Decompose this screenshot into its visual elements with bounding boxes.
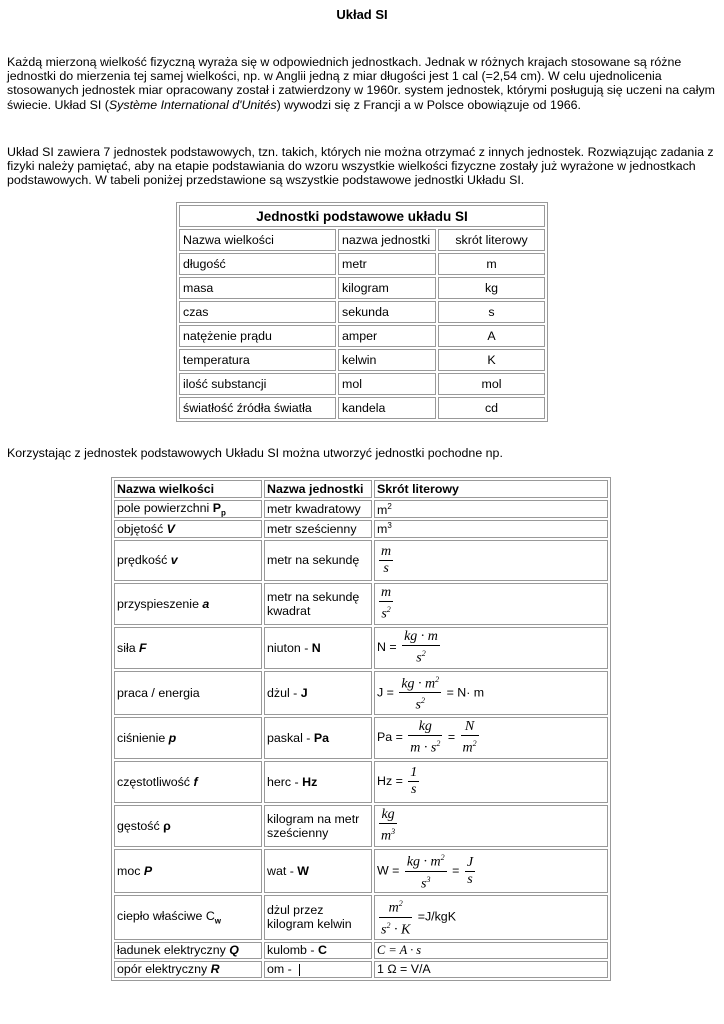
table-row: [179, 253, 545, 275]
cell: niuton - N: [264, 627, 372, 669]
cell: N = $\frac{kg \cdot m}{s^2}$: [374, 627, 608, 669]
cell: [114, 520, 262, 537]
derived-units-paragraph: Korzystając z jednostek podstawowych Układu SI można utworzyć jednostki pochodne np.: [7, 446, 503, 460]
header-cell: Nazwa jednostki: [264, 480, 372, 498]
cell: metr na sekundę kwadrat: [264, 583, 372, 625]
cell: [114, 761, 262, 803]
unit-m: m: [377, 522, 388, 537]
base-units-caption: Jednostki podstawowe układu SI: [179, 205, 545, 227]
cell: ilość substancji: [179, 373, 336, 395]
intro-text-b: ) wywodzi się z Francji a w Polsce obowiązuje od 1966.: [276, 97, 581, 112]
quantity-name: ciśnienie: [117, 730, 169, 745]
header-cell: skrót literowy: [438, 229, 545, 251]
quantity-name: częstotliwość: [117, 774, 194, 789]
table-header-row: [179, 229, 545, 251]
unit-m: m: [377, 502, 388, 517]
cell: masa: [179, 277, 336, 299]
cell: długość: [179, 253, 336, 275]
table-row: [114, 942, 608, 959]
cell: kulomb - C: [264, 942, 372, 959]
quantity-symbol: a: [202, 596, 210, 611]
table-row: [114, 627, 608, 669]
quantity-name: pole powierzchni: [117, 501, 213, 515]
fraction: $\frac{m^2}{s^2 \cdot K}$: [379, 896, 412, 938]
cell: dżul przez kilogram kelwin: [264, 895, 372, 939]
table-row: [114, 805, 608, 847]
intro-text-italic: Système International d'Unités: [108, 97, 277, 112]
quantity-subscript: w: [214, 916, 222, 926]
quantity-symbol: f: [193, 774, 198, 789]
quantity-symbol: F: [139, 640, 147, 655]
table-row: [114, 849, 608, 893]
cell: [114, 540, 262, 581]
quantity-symbol: p: [168, 730, 177, 745]
cell: wat - W: [264, 849, 372, 893]
quantity-name: ładunek elektryczny: [117, 943, 230, 958]
cell: m: [438, 253, 545, 275]
cell: [114, 895, 262, 939]
cell: światłość źródła światła: [179, 397, 336, 419]
cell: $\frac{m^2}{s^2 \cdot K}$ =J/kgK: [374, 895, 608, 939]
cell: dżul - J: [264, 671, 372, 715]
fraction: $\frac{1}{s}$: [410, 765, 418, 798]
quantity-name: opór elektryczny: [117, 962, 211, 977]
quantity-symbol: ρ: [163, 818, 171, 833]
cell: kilogram na metr sześcienny: [264, 805, 372, 847]
fraction: $\frac{kg}{m^3}$: [381, 807, 396, 844]
cell: amper: [338, 325, 436, 347]
cell: [114, 627, 262, 669]
page-title: Układ SI: [336, 7, 388, 22]
quantity-symbol: V: [166, 522, 175, 537]
quantity-name: siła: [117, 640, 140, 655]
fraction: $\frac{kg}{m \cdot s^2}$: [410, 719, 441, 756]
quantity-symbol: P: [143, 864, 153, 879]
header-cell: Nazwa wielkości: [179, 229, 336, 251]
table-row: [114, 895, 608, 939]
cell: s: [438, 301, 545, 323]
cell: kg: [438, 277, 545, 299]
table-row: [114, 671, 608, 715]
cell: mol: [438, 373, 545, 395]
fraction: $\frac{kg \cdot m^2}{s^2}$: [399, 672, 441, 714]
cell: [114, 717, 262, 759]
cell: 1 Ω = V/A: [374, 961, 608, 978]
fraction: $\frac{J}{s}$: [466, 854, 474, 887]
quantity-symbol: v: [170, 553, 178, 568]
cell: [374, 520, 608, 537]
cell: mol: [338, 373, 436, 395]
table-row: [179, 277, 545, 299]
fraction: $\frac{m}{s}$: [381, 543, 392, 576]
cell: kelwin: [338, 349, 436, 371]
derived-units-table: [111, 477, 611, 981]
cell: [114, 805, 262, 847]
cell: K: [438, 349, 545, 371]
cell: [114, 500, 262, 518]
cell: herc - Hz: [264, 761, 372, 803]
cell: metr na sekundę: [264, 540, 372, 581]
cell: [374, 583, 608, 625]
cell: temperatura: [179, 349, 336, 371]
cell: Pa = $\frac{kg}{m \cdot s^2}$ = $\frac{N}{m^2}$: [374, 717, 608, 759]
table-row: [114, 583, 608, 625]
base-units-table: [176, 202, 548, 422]
quantity-name: gęstość: [117, 818, 164, 833]
cell: metr sześcienny: [264, 520, 372, 537]
intro-text-a: Każdą mierzoną wielkość fizyczną wyraża się w odpowiednich jednostkach. Jednak w różnych krajach stosowane są różne jednostki do mierzenia tej samej wielkości, np. w Anglii jedną z miar długości jest 1 cal (=2,54 cm). W celu ujednolicenia stosowanych jednostek miar opracowany został i zatwierdzony w 1960r. system jednostek, którymi posługują się uczeni na całym świecie. Układ SI (: [7, 55, 715, 112]
header-cell: Skrót literowy: [374, 480, 608, 498]
cell: [114, 583, 262, 625]
header-cell: Nazwa wielkości: [114, 480, 262, 498]
table-row: [179, 373, 545, 395]
fraction: $\frac{m}{s^2}$: [381, 584, 392, 622]
quantity-symbol: R: [210, 962, 220, 977]
table-row: [114, 540, 608, 581]
table-row: [179, 301, 545, 323]
quantity-symbol: Q: [229, 943, 239, 958]
cursor-bar: [299, 964, 300, 976]
cell: cd: [438, 397, 545, 419]
fraction: $\frac{kg \cdot m^2}{s^3}$: [405, 850, 447, 892]
cell: metr: [338, 253, 436, 275]
cell: [114, 849, 262, 893]
quantity-name: objętość: [117, 522, 167, 537]
cell: kilogram: [338, 277, 436, 299]
cell: [114, 942, 262, 959]
base-units-paragraph: Układ SI zawiera 7 jednostek podstawowych, tzn. takich, których nie można otrzymać z innych jednostek. Rozwiązując zadania z fizyki należy pamiętać, aby na etapie podstawiania do wzoru wszystkie wielkości fizyczne zostały już wyrażone w jednostkach podstawowych. W tabeli poniżej przedstawione są wszystkie podstawowe jednostki Układu SI.: [7, 145, 714, 188]
quantity-subscript: p: [221, 508, 226, 518]
table-row: [179, 325, 545, 347]
table-row: [179, 397, 545, 419]
table-row: [114, 717, 608, 759]
cell: J = $\frac{kg \cdot m^2}{s^2}$ = N· m: [374, 671, 608, 715]
cell: sekunda: [338, 301, 436, 323]
exp-3: 3: [387, 521, 392, 531]
cell: [114, 961, 262, 978]
table-row: [114, 520, 608, 537]
table-row: [179, 349, 545, 371]
cell: [374, 500, 608, 518]
cell: kandela: [338, 397, 436, 419]
header-cell: nazwa jednostki: [338, 229, 436, 251]
cell: praca / energia: [114, 671, 262, 715]
cell: W = $\frac{kg \cdot m^2}{s^3}$ = $\frac{J}{s}$: [374, 849, 608, 893]
cell: Hz = $\frac{1}{s}$: [374, 761, 608, 803]
cell: [374, 805, 608, 847]
table-header-row: [114, 480, 608, 498]
cell: natężenie prądu: [179, 325, 336, 347]
intro-paragraph: [7, 55, 717, 112]
cell: metr kwadratowy: [264, 500, 372, 518]
fraction: $\frac{N}{m^2}$: [462, 719, 477, 756]
quantity-symbol: P: [212, 501, 222, 515]
quantity-name: przyspieszenie: [117, 596, 203, 611]
table-row: [114, 500, 608, 518]
cell: A: [438, 325, 545, 347]
exp-2: 2: [387, 501, 392, 511]
fraction: $\frac{kg \cdot m}{s^2}$: [404, 628, 438, 666]
quantity-name: moc: [117, 864, 144, 879]
cell: C = A · s: [374, 942, 608, 959]
quantity-name: prędkość: [117, 553, 171, 568]
table-row: [114, 761, 608, 803]
cell: paskal - Pa: [264, 717, 372, 759]
cell: czas: [179, 301, 336, 323]
table-row: [114, 961, 608, 978]
cell: om -: [264, 961, 372, 978]
quantity-name: ciepło właściwe C: [117, 909, 215, 924]
cell: [374, 540, 608, 581]
